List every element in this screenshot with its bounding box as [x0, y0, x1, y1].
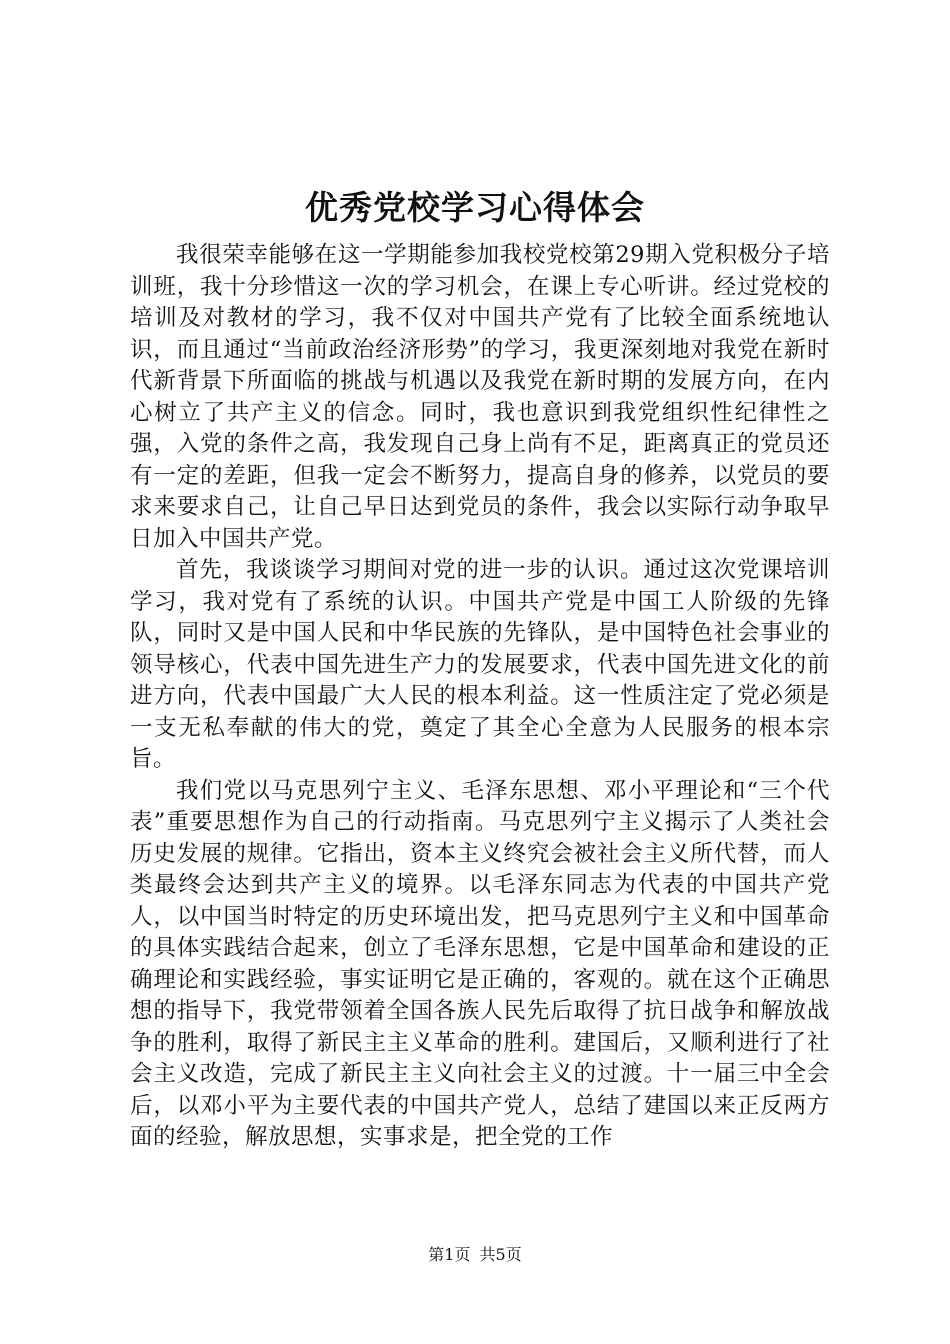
total-pages: 共5页: [479, 1245, 522, 1264]
paragraph-3: 我们党以马克思列宁主义、毛泽东思想、邓小平理论和“三个代表”重要思想作为自己的行动指南。马克思列宁主义揭示了人类社会历史发展的规律。它指出，资本主义终究会被社会主义所代替，而人类最终会达到共产主义的境界。以毛泽东同志为代表的中国共产党人，以中国当时特定的历史环境出发，把马克思列宁主义和中国革命的具体实践结合起来，创立了毛泽东思想，它是中国革命和建设的正确理论和实践经验，事实证明它是正确的，客观的。就在这个正确思想的指导下，我党带领着全国各族人民先后取得了抗日战争和解放战争的胜利，取得了新民主主义革命的胜利。建国后，又顺利进行了社会主义改造，完成了新民主主义向社会主义的过渡。十一届三中全会后，以邓小平为主要代表的中国共产党人，总结了建国以来正反两方面的经验，解放思想，实事求是，把全党的工作: [130, 777, 830, 1150]
page-footer: [0, 1244, 950, 1266]
paragraph-1: 我很荣幸能够在这一学期能参加我校党校第29期入党积极分子培训班，我十分珍惜这一次的学习机会，在课上专心听讲。经过党校的培训及对教材的学习，我不仅对中国共产党有了比较全面系统地认识，而且通过“当前政治经济形势”的学习，我更深刻地对我党在新时代新背景下所面临的挑战与机遇以及我党在新时期的发展方向，在内心树立了共产主义的信念。同时，我也意识到我党组织性纪律性之强，入党的条件之高，我发现自己身上尚有不足，距离真正的党员还有一定的差距，但我一定会不断努力，提高自身的修养，以党员的要求来要求自己，让自己早日达到党员的条件，我会以实际行动争取早日加入中国共产党。: [130, 242, 830, 552]
paragraph-2: 首先，我谈谈学习期间对党的进一步的认识。通过这次党课培训学习，我对党有了系统的认识。中国共产党是中国工人阶级的先锋队，同时又是中国人民和中华民族的先锋队，是中国特色社会事业的领导核心，代表中国先进生产力的发展要求，代表中国先进文化的前进方向，代表中国最广大人民的根本利益。这一性质注定了党必须是一支无私奉献的伟大的党，奠定了其全心全意为人民服务的根本宗旨。: [130, 557, 830, 772]
document-title: 优秀党校学习心得体会: [305, 188, 645, 227]
document-body: [130, 240, 830, 1154]
current-page-number: 第1页: [428, 1245, 471, 1264]
